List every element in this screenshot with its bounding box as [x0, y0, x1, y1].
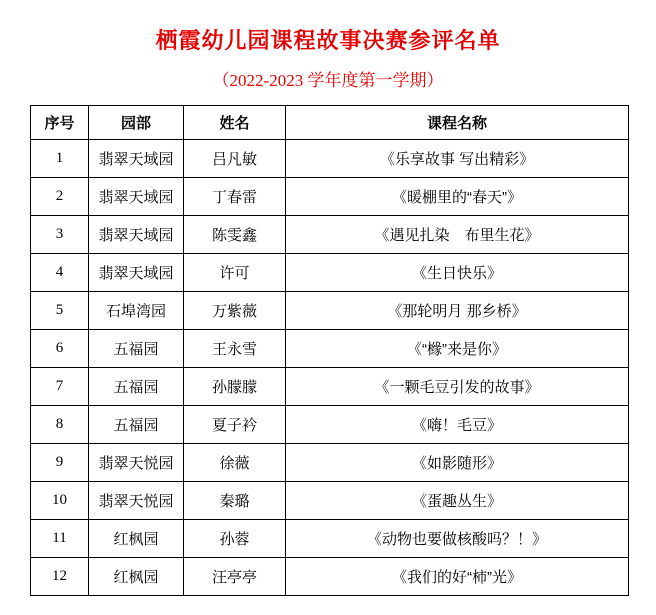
cell-course: 《一颗毛豆引发的故事》 — [286, 368, 629, 406]
cell-no: 9 — [31, 444, 89, 482]
table-row — [31, 406, 629, 444]
cell-campus: 红枫园 — [89, 558, 184, 596]
cell-no: 3 — [31, 216, 89, 254]
cell-campus: 翡翠天悦园 — [89, 482, 184, 520]
cell-course: 《暖棚里的“春天”》 — [286, 178, 629, 216]
cell-course: 《蛋趣丛生》 — [286, 482, 629, 520]
cell-no: 7 — [31, 368, 89, 406]
cell-name: 汪亭亭 — [184, 558, 286, 596]
table-row — [31, 330, 629, 368]
cell-name: 王永雪 — [184, 330, 286, 368]
table-row — [31, 140, 629, 178]
cell-no: 5 — [31, 292, 89, 330]
cell-name: 陈雯鑫 — [184, 216, 286, 254]
table-row — [31, 292, 629, 330]
cell-campus: 翡翠天域园 — [89, 140, 184, 178]
table-row — [31, 254, 629, 292]
cell-course: 《我们的好“柿”光》 — [286, 558, 629, 596]
header-no: 序号 — [31, 106, 89, 140]
table-row — [31, 558, 629, 596]
cell-no: 4 — [31, 254, 89, 292]
cell-course: 《遇见扎染 布里生花》 — [286, 216, 629, 254]
cell-campus: 石埠湾园 — [89, 292, 184, 330]
cell-no: 6 — [31, 330, 89, 368]
cell-campus: 五福园 — [89, 368, 184, 406]
cell-name: 秦璐 — [184, 482, 286, 520]
cell-name: 丁春雷 — [184, 178, 286, 216]
table-header-row — [31, 106, 629, 140]
table-row — [31, 520, 629, 558]
page-title: 栖霞幼儿园课程故事决赛参评名单 — [155, 28, 501, 53]
cell-no: 1 — [31, 140, 89, 178]
cell-name: 万紫薇 — [184, 292, 286, 330]
header-name: 姓名 — [184, 106, 286, 140]
cell-name: 徐薇 — [184, 444, 286, 482]
roster-table — [30, 105, 629, 596]
cell-name: 孙蓉 — [184, 520, 286, 558]
cell-no: 12 — [31, 558, 89, 596]
cell-campus: 翡翠天悦园 — [89, 444, 184, 482]
cell-course: 《嗨！毛豆》 — [286, 406, 629, 444]
table-row — [31, 178, 629, 216]
table-row — [31, 482, 629, 520]
cell-course: 《“橼”来是你》 — [286, 330, 629, 368]
cell-course: 《乐享故事 写出精彩》 — [286, 140, 629, 178]
cell-course: 《生日快乐》 — [286, 254, 629, 292]
page-subtitle: （2022-2023 学年度第一学期） — [212, 71, 444, 90]
cell-name: 夏子衿 — [184, 406, 286, 444]
table-row — [31, 216, 629, 254]
header-campus: 园部 — [89, 106, 184, 140]
cell-campus: 五福园 — [89, 330, 184, 368]
cell-no: 2 — [31, 178, 89, 216]
cell-campus: 翡翠天域园 — [89, 216, 184, 254]
table-row — [31, 444, 629, 482]
cell-no: 8 — [31, 406, 89, 444]
cell-no: 11 — [31, 520, 89, 558]
cell-name: 许可 — [184, 254, 286, 292]
cell-name: 孙朦朦 — [184, 368, 286, 406]
table-row — [31, 368, 629, 406]
cell-campus: 翡翠天域园 — [89, 178, 184, 216]
cell-course: 《动物也要做核酸吗？！》 — [286, 520, 629, 558]
cell-course: 《如影随形》 — [286, 444, 629, 482]
cell-name: 吕凡敏 — [184, 140, 286, 178]
cell-campus: 红枫园 — [89, 520, 184, 558]
cell-course: 《那轮明月 那乡桥》 — [286, 292, 629, 330]
header-course: 课程名称 — [286, 106, 629, 140]
cell-no: 10 — [31, 482, 89, 520]
cell-campus: 五福园 — [89, 406, 184, 444]
cell-campus: 翡翠天域园 — [89, 254, 184, 292]
